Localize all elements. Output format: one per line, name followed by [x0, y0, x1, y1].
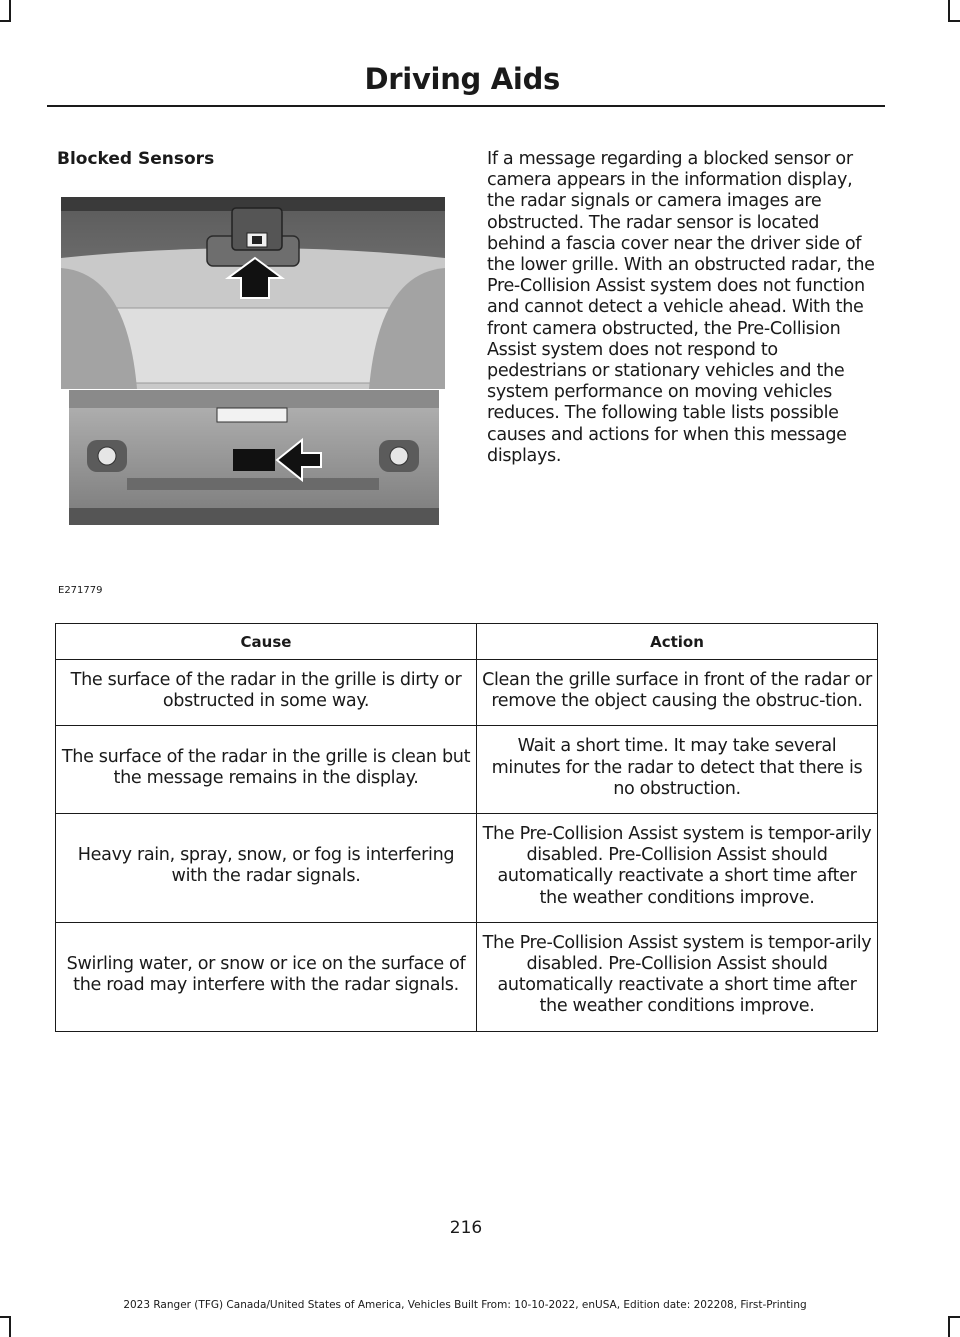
column-header-action: Action — [477, 624, 878, 660]
figure-code: E271779 — [58, 585, 103, 596]
crop-mark — [948, 1316, 950, 1337]
crop-mark — [0, 1316, 11, 1318]
cause-cell: The surface of the radar in the grille is clean but the message remains in the display. — [56, 726, 477, 814]
table-row — [56, 922, 878, 1031]
cause-cell: Swirling water, or snow or ice on the surface of the road may interfere with the radar signals. — [56, 922, 477, 1031]
table-row — [56, 814, 878, 923]
crop-mark — [9, 0, 11, 22]
footer-text: 2023 Ranger (TFG) Canada/United States of America, Vehicles Built From: 10-10-2022, enUSA, Edition date: 202208, First-Printing — [123, 1299, 807, 1311]
cause-cell: Heavy rain, spray, snow, or fog is interfering with the radar signals. — [56, 814, 477, 923]
crop-mark — [948, 20, 960, 22]
crop-mark — [948, 1316, 960, 1318]
sensor-location-illustration — [57, 178, 449, 608]
crop-mark — [0, 20, 11, 22]
section-body: If a message regarding a blocked sensor or camera appears in the information display, the radar signals or camera images are obstructed. The radar sensor is located behind a fascia cover near the driver side of the lower grille. With an obstructed radar, the Pre-Collision Assist system does not function and cannot detect a vehicle ahead. With the front camera obstructed, the Pre-Collision Assist system does not respond to pedestrians or stationary vehicles and the system performance on moving vehicles reduces. The following table lists possible causes and actions for when this message displays. — [487, 149, 875, 466]
table-row — [56, 660, 878, 726]
action-cell: Clean the grille surface in front of the radar or remove the object causing the obstruc-tion. — [477, 660, 878, 726]
cause-action-table — [55, 623, 878, 1032]
action-cell: The Pre-Collision Assist system is tempor-arily disabled. Pre-Collision Assist should automatically reactivate a short time after the weather conditions improve. — [477, 922, 878, 1031]
cause-cell: The surface of the radar in the grille is dirty or obstructed in some way. — [56, 660, 477, 726]
header-divider — [47, 105, 885, 107]
crop-mark — [948, 0, 950, 22]
column-header-cause: Cause — [56, 624, 477, 660]
section-heading: Blocked Sensors — [57, 149, 215, 169]
page-title: Driving Aids — [364, 62, 560, 96]
page-number: 216 — [449, 1218, 483, 1238]
action-cell: Wait a short time. It may take several minutes for the radar to detect that there is no obstruction. — [477, 726, 878, 814]
table-row — [56, 726, 878, 814]
action-cell: The Pre-Collision Assist system is tempor-arily disabled. Pre-Collision Assist should automatically reactivate a short time after the weather conditions improve. — [477, 814, 878, 923]
crop-mark — [9, 1316, 11, 1337]
table-header-row — [56, 624, 878, 660]
